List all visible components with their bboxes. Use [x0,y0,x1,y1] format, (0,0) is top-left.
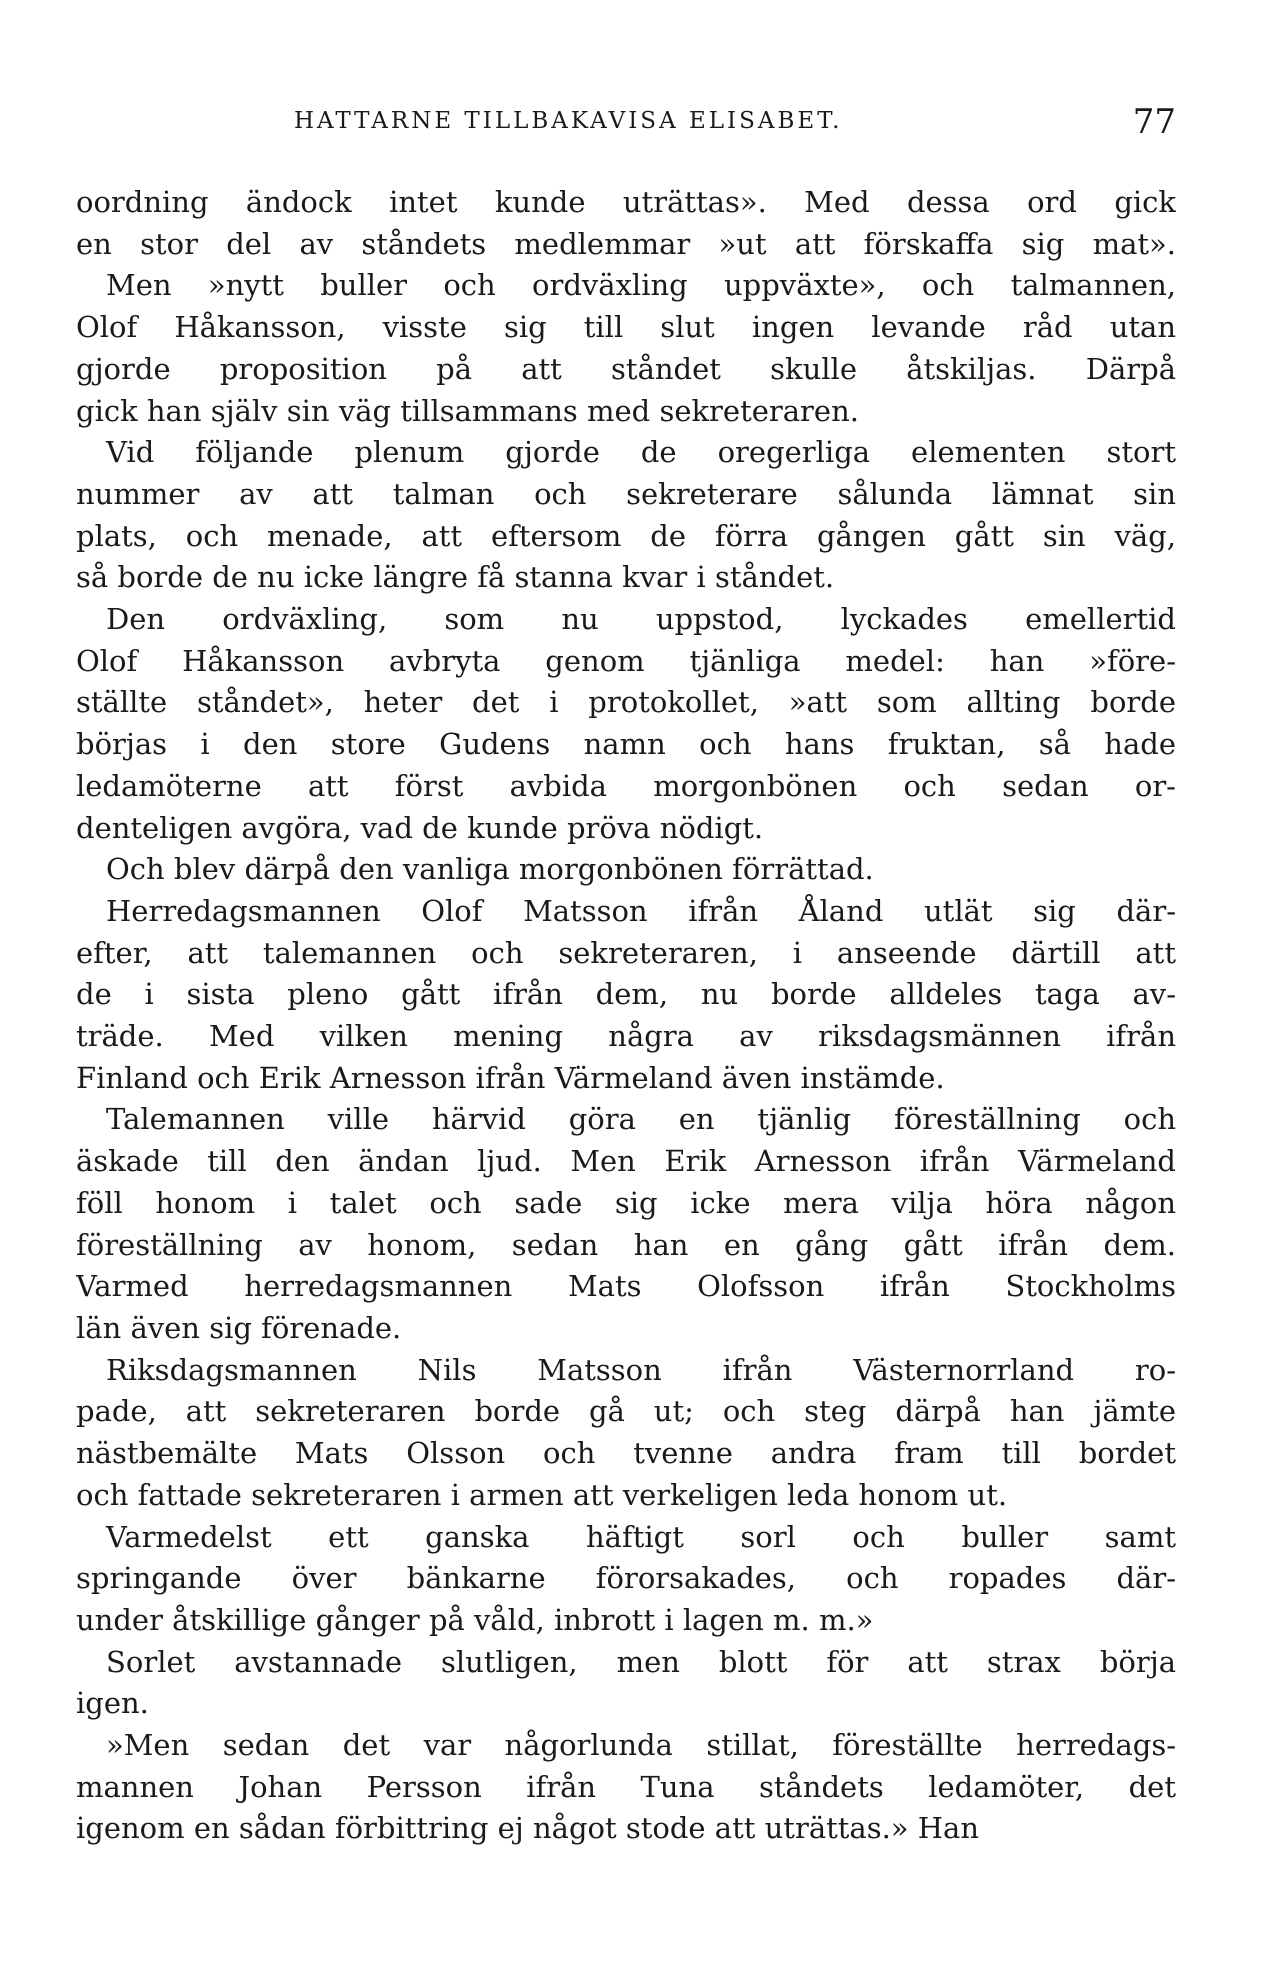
text-line: en stor del av ståndets medlemmar »ut att förskaffa sig mat». [76,226,1176,261]
text-line: Vid följande plenum gjorde de oregerliga elementen stort [106,435,1176,470]
text-line: Varmed herredagsmannen Mats Olofsson ifrån Stockholms [76,1269,1176,1304]
text-line: och fattade sekreteraren i armen att verkeligen leda honom ut. [76,1477,1008,1512]
text-line: börjas i den store Gudens namn och hans fruktan, så hade [76,727,1176,762]
text-line: springande över bänkarne förorsakades, och ropades där- [76,1561,1176,1596]
text-line: så borde de nu icke längre få stanna kvar i ståndet. [76,560,835,595]
text-line: Herredagsmannen Olof Matsson ifrån Åland utlät sig där- [106,893,1176,928]
text-line: Finland och Erik Arnesson ifrån Värmeland även instämde. [76,1060,945,1095]
text-line: föreställning av honom, sedan han en gång gått ifrån dem. [76,1227,1176,1262]
text-line: efter, att talemannen och sekreteraren, i anseende därtill att [76,935,1176,970]
text-line: oordning ändock intet kunde uträttas». Med dessa ord gick [76,185,1176,219]
running-head: HATTARNE TILLBAKAVISA ELISABET. [294,108,843,134]
text-line: Den ordväxling, som nu uppstod, lyckades emellertid [106,602,1176,637]
page-number: 77 [1132,102,1176,142]
text-line: ställte ståndet», heter det i protokollet, »att som allting borde [76,685,1176,720]
text-line: igenom en sådan förbittring ej något stode att uträttas.» Han [76,1811,980,1846]
text-line: Varmedelst ett ganska häftigt sorl och buller samt [106,1519,1176,1554]
text-line: ledamöterne att först avbida morgonbönen och sedan or- [76,768,1176,803]
text-line: nummer av att talman och sekreterare sålunda lämnat sin [76,476,1176,511]
text-line: »Men sedan det var någorlunda stillat, föreställte herredags- [106,1728,1176,1763]
text-line: denteligen avgöra, vad de kunde pröva nödigt. [76,810,764,845]
text-line: Sorlet avstannade slutligen, men blott för att strax börja [106,1644,1176,1679]
text-line: Men »nytt buller och ordväxling uppväxte», och talmannen, [106,268,1176,303]
text-line: Olof Håkansson, visste sig till slut ingen levande råd utan [76,310,1176,345]
text-line: nästbemälte Mats Olsson och tvenne andra fram till bordet [76,1436,1176,1471]
text-line: Talemannen ville härvid göra en tjänlig föreställning och [106,1102,1176,1137]
text-line: under åtskillige gånger på våld, inbrott i lagen m. m.» [76,1602,874,1637]
text-line: de i sista pleno gått ifrån dem, nu borde alldeles taga av- [76,977,1176,1012]
text-line: föll honom i talet och sade sig icke mera vilja höra någon [76,1185,1176,1220]
body-text [76,182,1176,1850]
text-line: Olof Håkansson avbryta genom tjänliga medel: han »före- [76,643,1176,678]
text-line: igen. [76,1686,149,1721]
text-line: äskade till den ändan ljud. Men Erik Arnesson ifrån Värmeland [76,1144,1176,1179]
text-line: träde. Med vilken mening några av riksdagsmännen ifrån [76,1019,1176,1054]
text-line: pade, att sekreteraren borde gå ut; och steg därpå han jämte [76,1394,1176,1429]
text-line: Riksdagsmannen Nils Matsson ifrån Västernorrland ro- [106,1352,1176,1387]
text-line: gjorde proposition på att ståndet skulle åtskiljas. Därpå [76,351,1176,386]
page-header [76,102,1176,148]
text-line: mannen Johan Persson ifrån Tuna ståndets ledamöter, det [76,1769,1176,1804]
text-line: plats, och menade, att eftersom de förra gången gått sin väg, [76,518,1176,553]
text-line: län även sig förenade. [76,1310,402,1345]
text-line: gick han själv sin väg tillsammans med sekreteraren. [76,393,859,428]
text-line: Och blev därpå den vanliga morgonbönen förrättad. [106,852,874,887]
